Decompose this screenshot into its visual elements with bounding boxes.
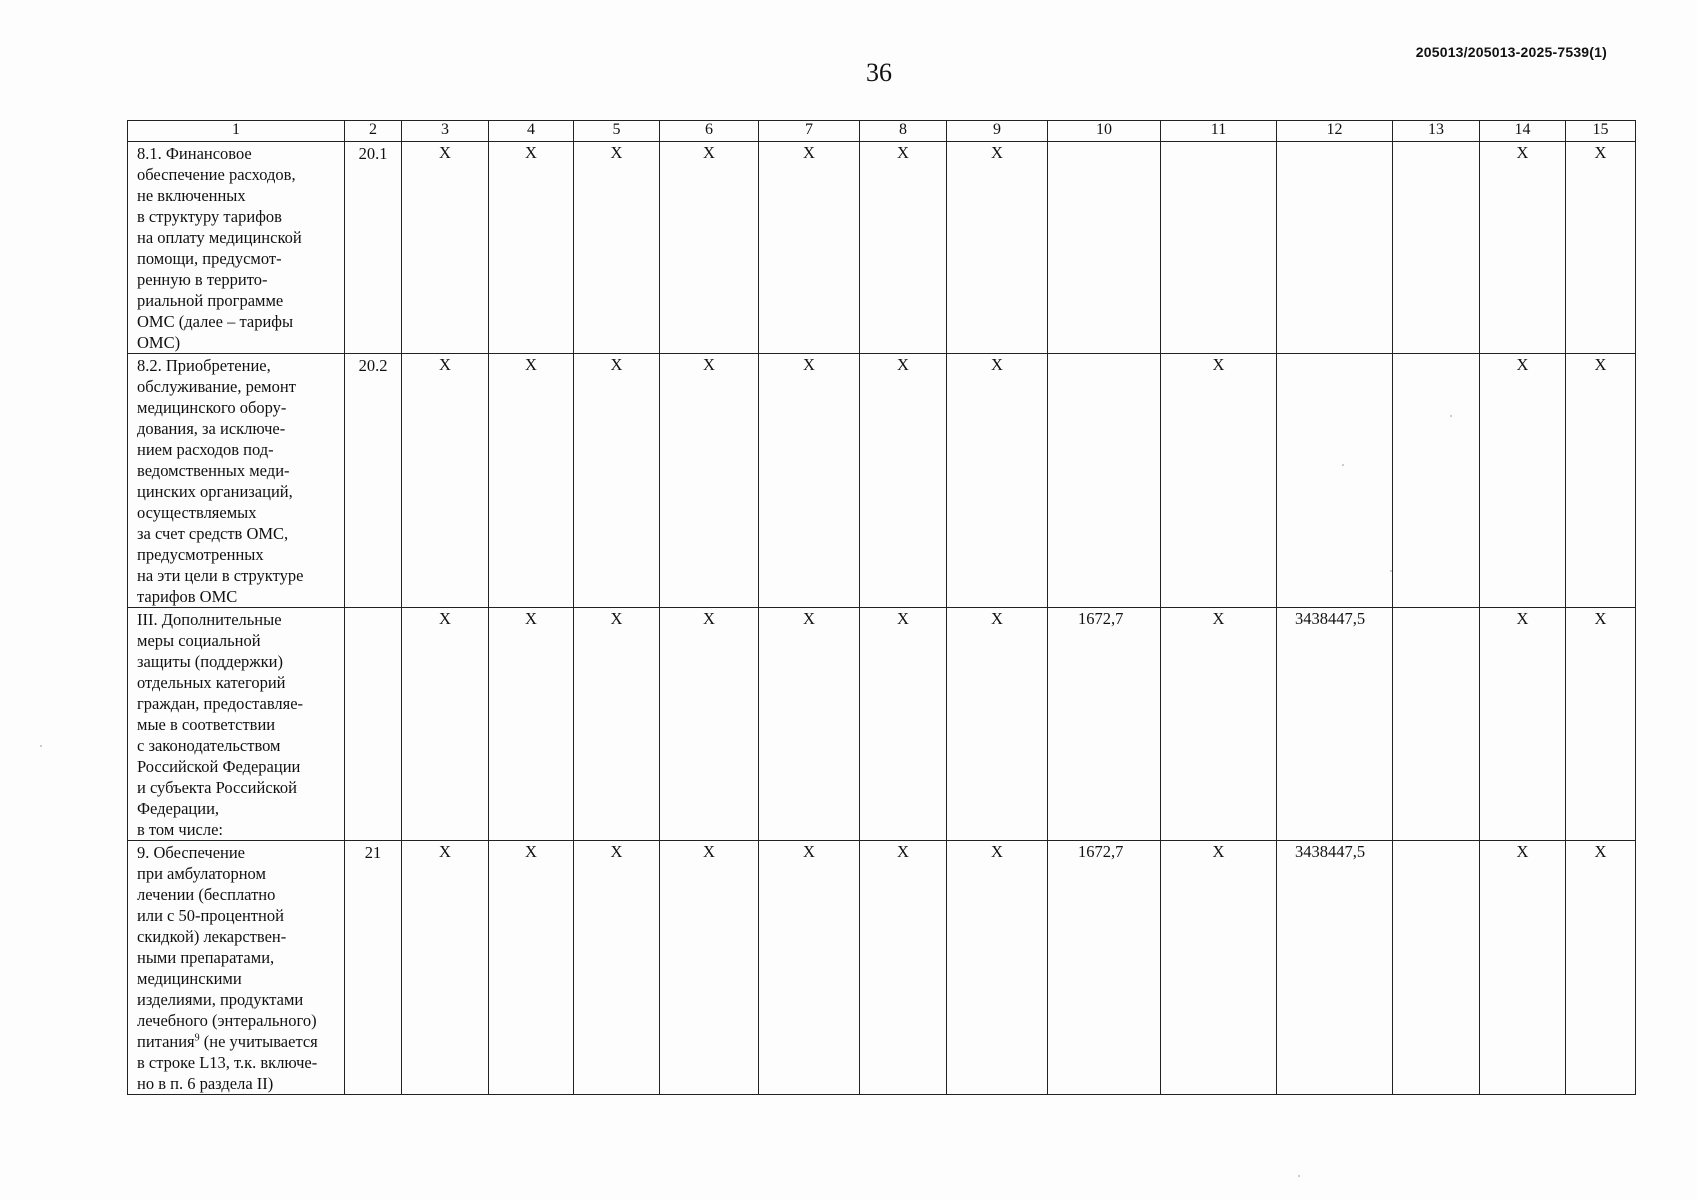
table-cell: X	[660, 841, 759, 1095]
row-code: 20.1	[345, 142, 402, 354]
footnote-marker: 9	[194, 1032, 200, 1044]
table-cell: 1672,7	[1048, 841, 1161, 1095]
table-cell: X	[759, 354, 860, 608]
table-cell	[1277, 354, 1393, 608]
table-cell: X	[860, 841, 947, 1095]
row-description-text: (не учитывается в строке L13, т.к. включе- но в п. 6 раздела II)	[137, 1032, 318, 1093]
table-row	[128, 841, 1636, 1095]
table-cell: X	[759, 608, 860, 841]
table-row	[128, 142, 1636, 354]
scan-speck	[1390, 570, 1392, 572]
row-code	[345, 608, 402, 841]
table-cell: X	[660, 354, 759, 608]
row-description: 8.2. Приобретение, обслуживание, ремонт медицинского обору- дования, за исключе- нием расходов под- ведомственных меди- цинских организаций, осуществляемых за счет средств ОМС, предусмотренных на эти цели в структуре тарифов ОМС	[128, 354, 345, 608]
table-cell: X	[947, 608, 1048, 841]
row-description	[128, 841, 345, 1095]
column-header: 14	[1480, 121, 1566, 142]
table-cell: X	[947, 841, 1048, 1095]
header-row	[128, 121, 1636, 142]
column-header: 4	[489, 121, 574, 142]
column-header: 12	[1277, 121, 1393, 142]
table-cell: X	[574, 841, 660, 1095]
table-cell: X	[402, 142, 489, 354]
row-description-text: 9. Обеспечение при амбулаторном лечении (бесплатно или с 50-процентной скидкой) лекарствен- ными препаратами, медицинскими изделиями, продуктами лечебного (энтерального) питания	[137, 843, 317, 1051]
scan-speck	[1450, 415, 1452, 417]
table-cell: X	[1566, 608, 1636, 841]
table-cell: X	[660, 142, 759, 354]
column-header: 2	[345, 121, 402, 142]
table-cell: X	[1566, 354, 1636, 608]
row-description: 8.1. Финансовое обеспечение расходов, не включенных в структуру тарифов на оплату медицинской помощи, предусмот- ренную в террито- риальной программе ОМС (далее – тарифы ОМС)	[128, 142, 345, 354]
page-number: 36	[866, 58, 892, 87]
table-cell: X	[489, 354, 574, 608]
table-cell: X	[1161, 841, 1277, 1095]
table-cell	[1393, 608, 1480, 841]
table-cell	[1277, 142, 1393, 354]
table-cell: X	[860, 608, 947, 841]
column-header: 11	[1161, 121, 1277, 142]
row-code: 20.2	[345, 354, 402, 608]
table-cell	[1393, 142, 1480, 354]
table-cell: X	[574, 354, 660, 608]
table-row	[128, 354, 1636, 608]
column-header: 3	[402, 121, 489, 142]
data-table	[127, 120, 1636, 1095]
column-header: 5	[574, 121, 660, 142]
column-header: 8	[860, 121, 947, 142]
table-cell: X	[1161, 608, 1277, 841]
column-header: 6	[660, 121, 759, 142]
table-cell: X	[947, 142, 1048, 354]
row-description: III. Дополнительные меры социальной защиты (поддержки) отдельных категорий граждан, предоставляе- мые в соответствии с законодательством Российской Федерации и субъекта Российской Федерации, в том числе:	[128, 608, 345, 841]
table-cell: X	[402, 608, 489, 841]
table-cell: X	[660, 608, 759, 841]
table-cell: X	[402, 841, 489, 1095]
table-row	[128, 608, 1636, 841]
table-cell: X	[1161, 354, 1277, 608]
column-header: 9	[947, 121, 1048, 142]
column-header: 15	[1566, 121, 1636, 142]
table-cell	[1048, 142, 1161, 354]
table-cell: X	[1480, 841, 1566, 1095]
table-cell: 3438447,5	[1277, 841, 1393, 1095]
table-cell: X	[402, 354, 489, 608]
table-cell: X	[489, 608, 574, 841]
table-cell: X	[860, 142, 947, 354]
table-cell: X	[1480, 142, 1566, 354]
table-cell: X	[860, 354, 947, 608]
table-cell: X	[1480, 354, 1566, 608]
column-header: 10	[1048, 121, 1161, 142]
table-cell	[1393, 354, 1480, 608]
table-cell: X	[759, 142, 860, 354]
row-code: 21	[345, 841, 402, 1095]
table-cell	[1161, 142, 1277, 354]
table-cell	[1048, 354, 1161, 608]
table-cell: X	[1480, 608, 1566, 841]
scan-speck	[1342, 464, 1344, 466]
scan-speck	[1298, 1175, 1300, 1177]
table-cell: X	[574, 608, 660, 841]
table-cell: X	[759, 841, 860, 1095]
column-header: 7	[759, 121, 860, 142]
document-id: 205013/205013-2025-7539(1)	[1415, 44, 1607, 60]
table-cell: X	[574, 142, 660, 354]
scan-speck	[40, 745, 42, 747]
table-cell: 1672,7	[1048, 608, 1161, 841]
table-cell: 3438447,5	[1277, 608, 1393, 841]
table-cell: X	[1566, 841, 1636, 1095]
table-cell: X	[489, 142, 574, 354]
table-cell: X	[1566, 142, 1636, 354]
table-cell	[1393, 841, 1480, 1095]
table-cell: X	[947, 354, 1048, 608]
table-cell: X	[489, 841, 574, 1095]
column-header: 1	[128, 121, 345, 142]
column-header: 13	[1393, 121, 1480, 142]
